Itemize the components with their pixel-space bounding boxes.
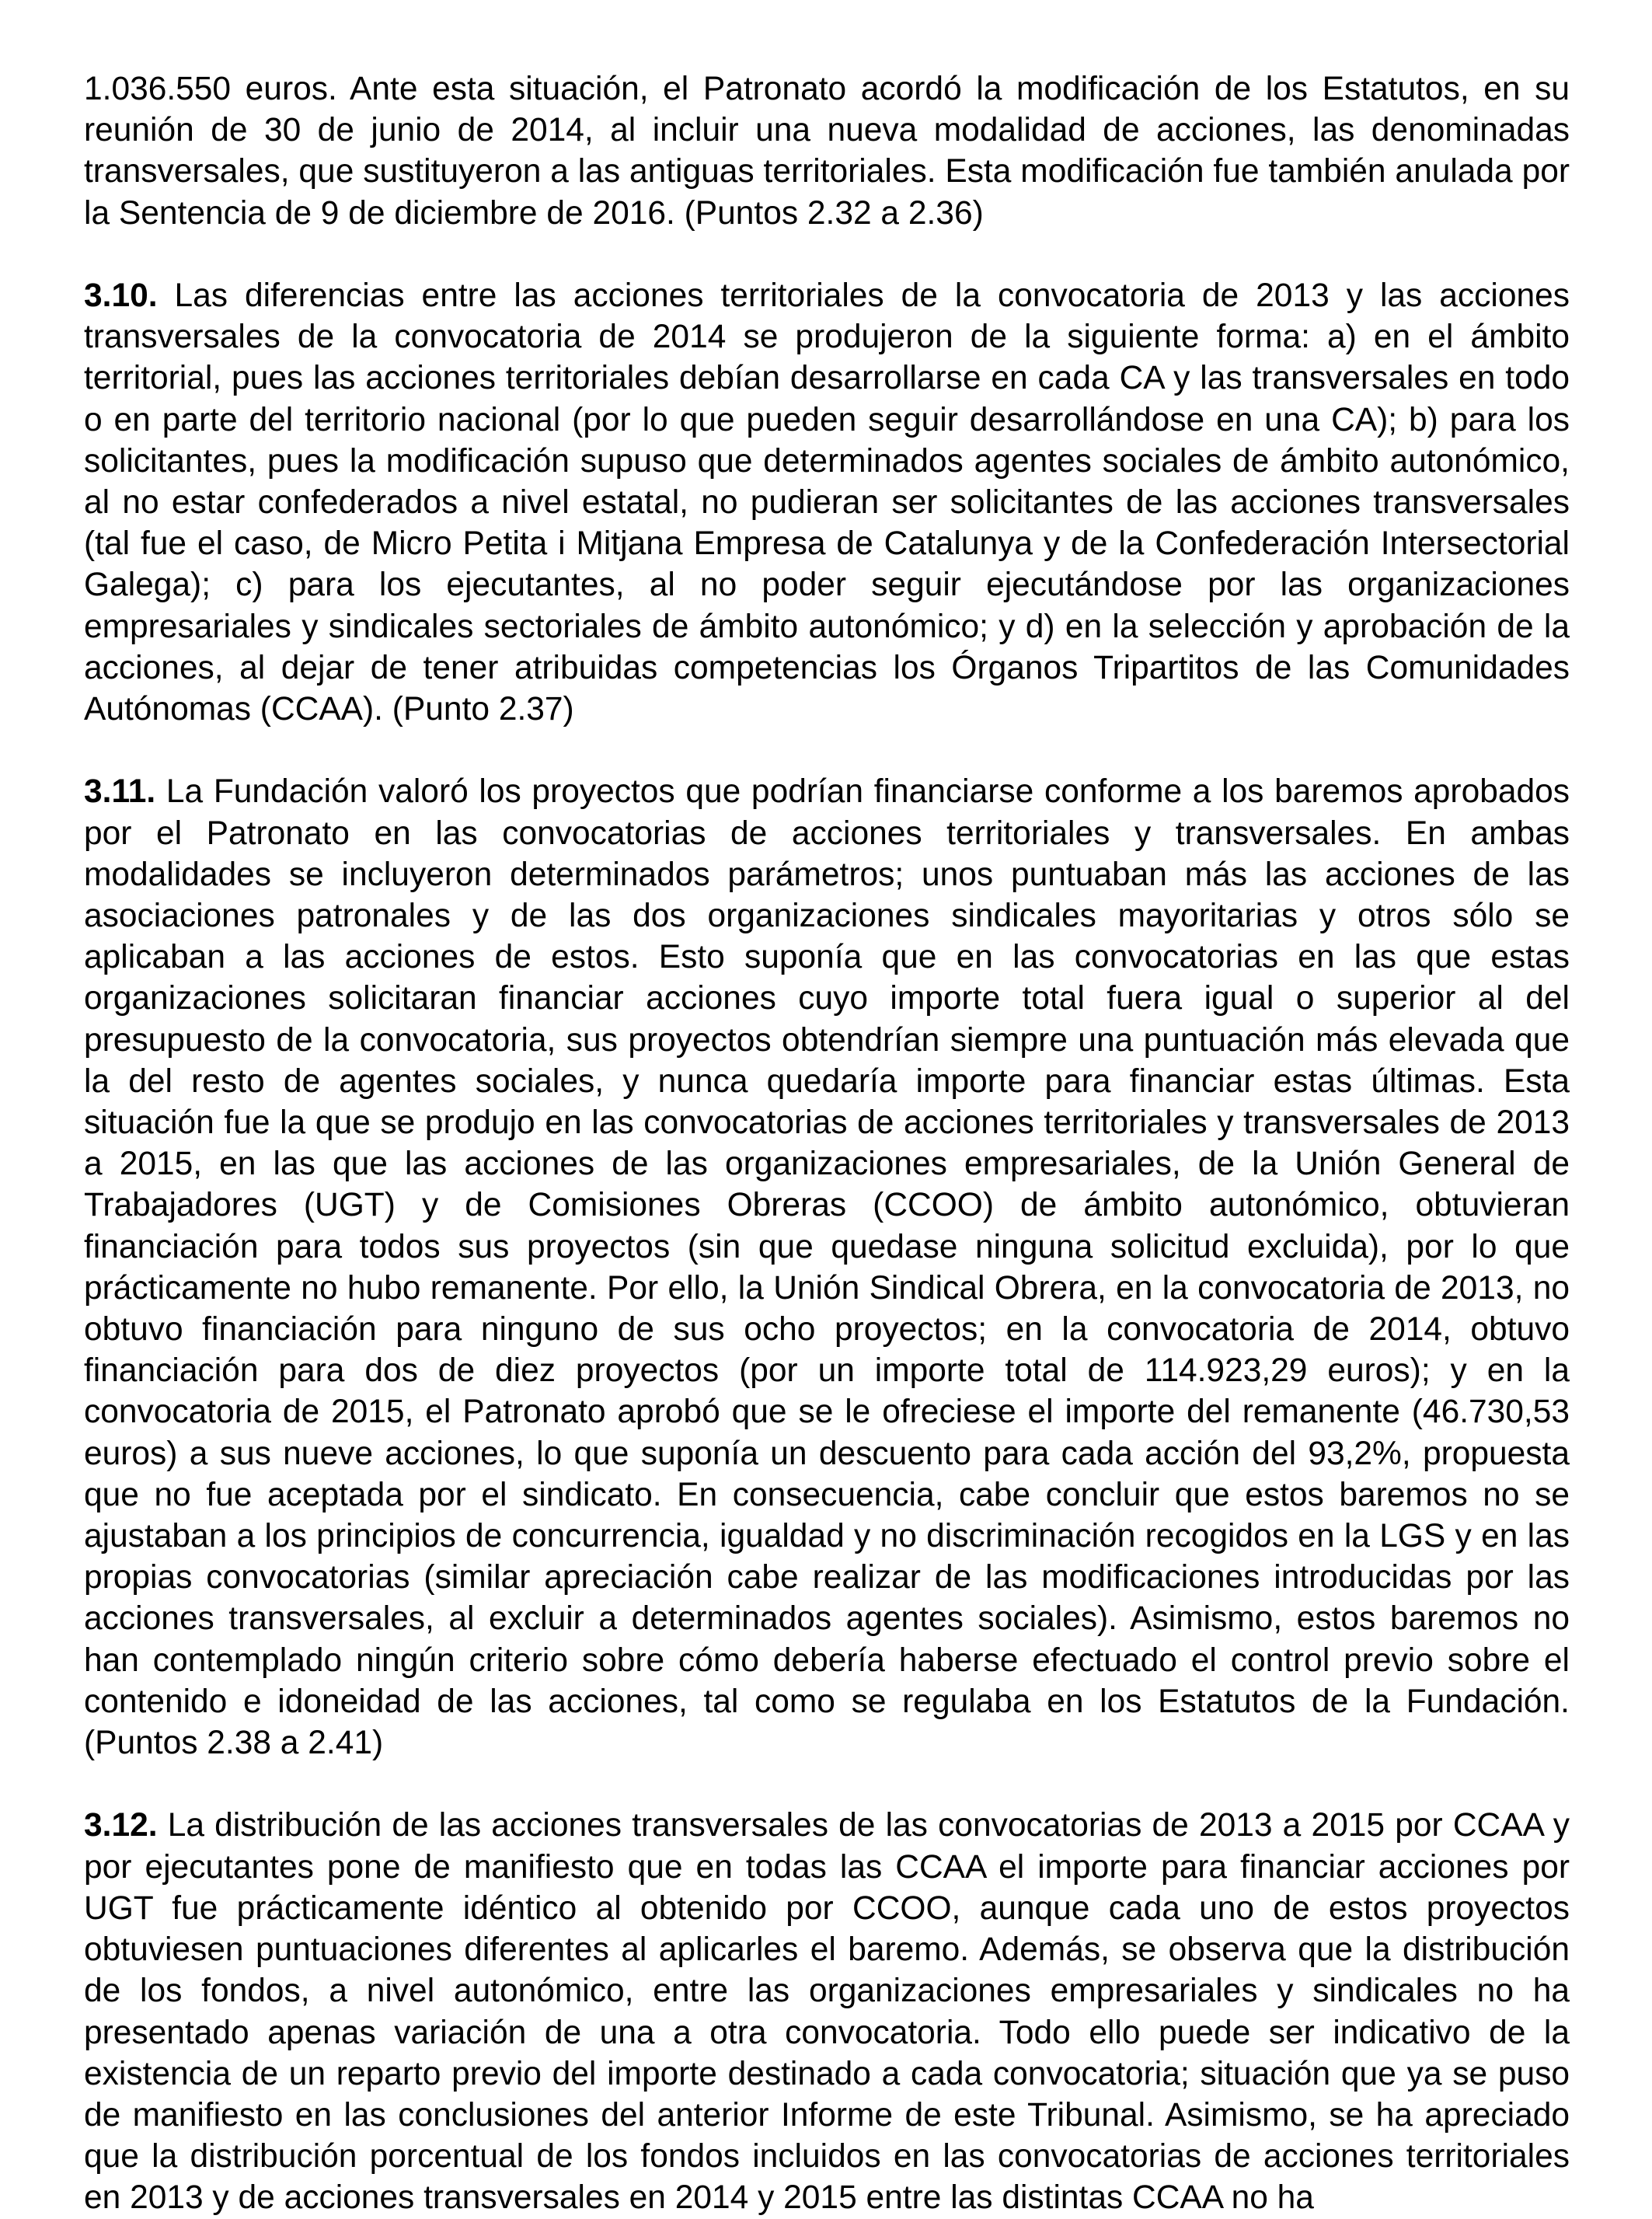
paragraph-3-12	[84, 1805, 1570, 2218]
paragraph-continuation	[84, 68, 1570, 234]
paragraph-3-11	[84, 771, 1570, 1764]
paragraph-text: La Fundación valoró los proyectos que podrían financiarse conforme a los baremos aprobados por el Patronato en las convocatorias de acciones territoriales y transversales. En ambas modalidades se incluyeron determinados parámetros; unos puntuaban más las acciones de las asociaciones patronales y de las dos organizaciones sindicales mayoritarias y otros sólo se aplicaban a las acciones de estos. Esto suponía que en las convocatorias en las que estas organizaciones solicitaran financiar acciones cuyo importe total fuera igual o superior al del presupuesto de la convocatoria, sus proyectos obtendrían siempre una puntuación más elevada que la del resto de agentes sociales, y nunca quedaría importe para financiar estas últimas. Esta situación fue la que se produjo en las convocatorias de acciones territoriales y transversales de 2013 a 2015, en las que las acciones de las organizaciones empresariales, de la Unión General de Trabajadores (UGT) y de Comisiones Obreras (CCOO) de ámbito autonómico, obtuvieran financiación para todos sus proyectos (sin que quedase ninguna solicitud excluida), por lo que prácticamente no hubo remanente. Por ello, la Unión Sindical Obrera, en la convocatoria de 2013, no obtuvo financiación para ninguno de sus ocho proyectos; en la convocatoria de 2014, obtuvo financiación para dos de diez proyectos (por un importe total de 114.923,29 euros); y en la convocatoria de 2015, el Patronato aprobó que se le ofreciese el importe del remanente (46.730,53 euros) a sus nueve acciones, lo que suponía un descuento para cada acción del 93,2%, propuesta que no fue aceptada por el sindicato. En consecuencia, cabe concluir que estos baremos no se ajustaban a los principios de concurrencia, igualdad y no discriminación recogidos en la LGS y en las propias convocatorias (similar apreciación cabe realizar de las modificaciones introducidas por las acciones transversales, al excluir a determinados agentes sociales). Asimismo, estos baremos no han contemplado ningún criterio sobre cómo debería haberse efectuado el control previo sobre el contenido e idoneidad de las acciones, tal como se regulaba en los Estatutos de la Fundación. (Puntos 2.38 a 2.41)	[84, 773, 1570, 1762]
paragraph-number: 3.11.	[84, 773, 156, 811]
paragraph-3-10	[84, 275, 1570, 730]
paragraph-number: 3.10.	[84, 277, 158, 314]
paragraph-text: Las diferencias entre las acciones territoriales de la convocatoria de 2013 y las acciones transversales de la convocatoria de 2014 se produjeron de la siguiente forma: a) en el ámbito territorial, pues las acciones territoriales debían desarrollarse en cada CA y las transversales en todo o en parte del territorio nacional (por lo que pueden seguir desarrollándose en una CA); b) para los solicitantes, pues la modificación supuso que determinados agentes sociales de ámbito autonómico, al no estar confederados a nivel estatal, no pudieran ser solicitantes de las acciones transversales (tal fue el caso, de Micro Petita i Mitjana Empresa de Catalunya y de la Confederación Intersectorial Galega); c) para los ejecutantes, al no poder seguir ejecutándose por las organizaciones empresariales y sindicales sectoriales de ámbito autonómico; y d) en la selección y aprobación de la acciones, al dejar de tener atribuidas competencias los Órganos Tripartitos de las Comunidades Autónomas (CCAA). (Punto 2.37)	[84, 277, 1570, 728]
paragraph-text: 1.036.550 euros. Ante esta situación, el Patronato acordó la modificación de los Estatutos, en su reunión de 30 de junio de 2014, al incluir una nueva modalidad de acciones, las denominadas transversales, que sustituyeron a las antiguas territoriales. Esta modificación fue también anulada por la Sentencia de 9 de diciembre de 2016. (Puntos 2.32 a 2.36)	[84, 71, 1570, 232]
document-page	[84, 68, 1570, 2219]
paragraph-number: 3.12.	[84, 1807, 158, 1844]
paragraph-text: La distribución de las acciones transversales de las convocatorias de 2013 a 2015 por CCAA y por ejecutantes pone de manifiesto que en todas las CCAA el importe para financiar acciones por UGT fue prácticamente idéntico al obtenido por CCOO, aunque cada uno de estos proyectos obtuviesen puntuaciones diferentes al aplicarles el baremo. Además, se observa que la distribución de los fondos, a nivel autonómico, entre las organizaciones empresariales y sindicales no ha presentado apenas variación de una a otra convocatoria. Todo ello puede ser indicativo de la existencia de un reparto previo del importe destinado a cada convocatoria; situación que ya se puso de manifiesto en las conclusiones del anterior Informe de este Tribunal. Asimismo, se ha apreciado que la distribución porcentual de los fondos incluidos en las convocatorias de acciones territoriales en 2013 y de acciones transversales en 2014 y 2015 entre las distintas CCAA no ha	[84, 1807, 1570, 2217]
